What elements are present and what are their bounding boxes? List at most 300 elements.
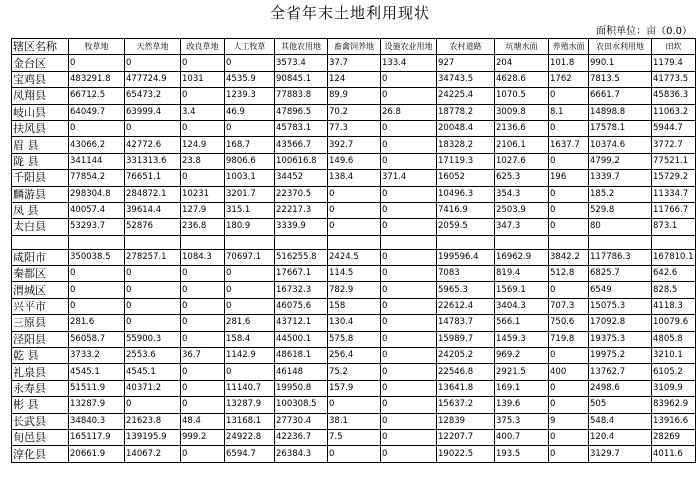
value-cell: 43712.1: [275, 315, 328, 331]
value-cell: 392.7: [328, 137, 381, 153]
value-cell: 819.4: [495, 266, 549, 282]
value-cell: 1637.7: [549, 137, 589, 153]
value-cell: 42236.7: [275, 429, 328, 445]
value-cell: 127.9: [181, 202, 225, 218]
value-cell: 13168.1: [225, 413, 275, 429]
value-cell: 46075.6: [275, 298, 328, 314]
value-cell: 0: [549, 202, 589, 218]
value-cell: 120.4: [589, 429, 652, 445]
value-cell: 1339.7: [589, 170, 652, 186]
value-cell: 0: [549, 397, 589, 413]
district-name-cell: 永寿县: [12, 380, 69, 396]
value-cell: 149.6: [328, 153, 381, 169]
table-row: [12, 153, 696, 169]
value-cell: 0: [125, 266, 181, 282]
value-cell: 6661.7: [589, 88, 652, 104]
district-name-cell: 凤翔县: [12, 88, 69, 104]
value-cell: 0: [549, 429, 589, 445]
value-cell: 21623.8: [125, 413, 181, 429]
value-cell: 139195.9: [125, 429, 181, 445]
value-cell: 0: [381, 71, 437, 87]
header-cell: 畜禽饲养地: [328, 39, 381, 55]
value-cell: 0: [328, 186, 381, 202]
value-cell: 89.9: [328, 88, 381, 104]
value-cell: 10231: [181, 186, 225, 202]
value-cell: 0: [181, 170, 225, 186]
value-cell: 8.1: [549, 104, 589, 120]
value-cell: 15989.7: [437, 331, 495, 347]
value-cell: 1027.6: [495, 153, 549, 169]
value-cell: 2106.1: [495, 137, 549, 153]
value-cell: 15729.2: [652, 170, 696, 186]
table-row: [12, 137, 696, 153]
land-use-table: [11, 38, 696, 463]
district-name-cell: 太白县: [12, 219, 69, 235]
district-name-cell: 宝鸡县: [12, 71, 69, 87]
value-cell: 2553.6: [125, 348, 181, 364]
value-cell: 38.1: [328, 413, 381, 429]
value-cell: 642.6: [652, 266, 696, 282]
value-cell: 3573.4: [275, 55, 328, 71]
value-cell: 48.4: [181, 413, 225, 429]
value-cell: 2424.5: [328, 249, 381, 265]
value-cell: 52876: [125, 219, 181, 235]
value-cell: 12839: [437, 413, 495, 429]
value-cell: 13641.8: [437, 380, 495, 396]
value-cell: 0: [181, 298, 225, 314]
value-cell: 63999.4: [125, 104, 181, 120]
value-cell: 371.4: [381, 170, 437, 186]
value-cell: 0: [381, 298, 437, 314]
header-cell: 牧草地: [69, 39, 125, 55]
value-cell: 483291.8: [69, 71, 125, 87]
table-row: [12, 348, 696, 364]
table-row: [12, 429, 696, 445]
district-name-cell: 泾阳县: [12, 331, 69, 347]
value-cell: 19375.3: [589, 331, 652, 347]
value-cell: 13287.9: [69, 397, 125, 413]
header-cell: 天然草地: [125, 39, 181, 55]
value-cell: 0: [181, 266, 225, 282]
value-cell: 15637.2: [437, 397, 495, 413]
value-cell: 157.9: [328, 380, 381, 396]
value-cell: 10496.3: [437, 186, 495, 202]
empty-cell: [69, 235, 125, 249]
value-cell: 10079.6: [652, 315, 696, 331]
value-cell: 0: [381, 153, 437, 169]
value-cell: 0: [381, 266, 437, 282]
table-body: [12, 55, 696, 462]
value-cell: 14783.7: [437, 315, 495, 331]
value-cell: 0: [381, 348, 437, 364]
value-cell: 477724.9: [125, 71, 181, 87]
empty-cell: [495, 235, 549, 249]
value-cell: 90845.1: [275, 71, 328, 87]
value-cell: 3842.2: [549, 249, 589, 265]
district-name-cell: 千阳县: [12, 170, 69, 186]
value-cell: 3404.3: [495, 298, 549, 314]
district-name-cell: 陇 县: [12, 153, 69, 169]
value-cell: 14067.2: [125, 446, 181, 462]
value-cell: 2503.9: [495, 202, 549, 218]
value-cell: 0: [181, 282, 225, 298]
value-cell: 1084.3: [181, 249, 225, 265]
value-cell: 124: [328, 71, 381, 87]
value-cell: 43066.2: [69, 137, 125, 153]
value-cell: 46.9: [225, 104, 275, 120]
value-cell: 2498.6: [589, 380, 652, 396]
value-cell: 34840.3: [69, 413, 125, 429]
value-cell: 11063.2: [652, 104, 696, 120]
empty-cell: [275, 235, 328, 249]
value-cell: 1003.1: [225, 170, 275, 186]
district-name-cell: 凤 县: [12, 202, 69, 218]
value-cell: 7083: [437, 266, 495, 282]
value-cell: 204: [495, 55, 549, 71]
value-cell: 14898.8: [589, 104, 652, 120]
value-cell: 4118.3: [652, 298, 696, 314]
value-cell: 284872.1: [125, 186, 181, 202]
page-title: 全省年末土地利用现状: [269, 4, 430, 22]
value-cell: 6825.7: [589, 266, 652, 282]
value-cell: 1142.9: [225, 348, 275, 364]
value-cell: 750.6: [549, 315, 589, 331]
value-cell: 0: [381, 446, 437, 462]
value-cell: 9806.6: [225, 153, 275, 169]
value-cell: 0: [381, 249, 437, 265]
value-cell: 7813.5: [589, 71, 652, 87]
value-cell: 1031: [181, 71, 225, 87]
value-cell: 51511.9: [69, 380, 125, 396]
value-cell: 64049.7: [69, 104, 125, 120]
value-cell: 0: [125, 282, 181, 298]
table-row: [12, 266, 696, 282]
value-cell: 5965.3: [437, 282, 495, 298]
value-cell: 45783.1: [275, 120, 328, 136]
value-cell: 1569.1: [495, 282, 549, 298]
value-cell: 22217.3: [275, 202, 328, 218]
value-cell: 3210.1: [652, 348, 696, 364]
value-cell: 27730.4: [275, 413, 328, 429]
value-cell: 990.1: [589, 55, 652, 71]
value-cell: 6549: [589, 282, 652, 298]
value-cell: 41773.5: [652, 71, 696, 87]
value-cell: 53293.7: [69, 219, 125, 235]
value-cell: 26.8: [381, 104, 437, 120]
value-cell: 278257.1: [125, 249, 181, 265]
value-cell: 16052: [437, 170, 495, 186]
header-cell: 设施农业用地: [381, 39, 437, 55]
table-row: [12, 88, 696, 104]
value-cell: 117786.3: [589, 249, 652, 265]
value-cell: 70.2: [328, 104, 381, 120]
value-cell: 927: [437, 55, 495, 71]
value-cell: 298304.8: [69, 186, 125, 202]
value-cell: 341144: [69, 153, 125, 169]
value-cell: 3.4: [181, 104, 225, 120]
value-cell: 55900.3: [125, 331, 181, 347]
header-row: [12, 39, 696, 55]
value-cell: 0: [381, 282, 437, 298]
value-cell: 375.3: [495, 413, 549, 429]
value-cell: 0: [69, 282, 125, 298]
value-cell: 0: [181, 55, 225, 71]
value-cell: 0: [181, 380, 225, 396]
value-cell: 0: [125, 315, 181, 331]
value-cell: 4799.2: [589, 153, 652, 169]
value-cell: 0: [181, 120, 225, 136]
value-cell: 0: [381, 364, 437, 380]
value-cell: 0: [549, 282, 589, 298]
value-cell: 315.1: [225, 202, 275, 218]
value-cell: 0: [181, 397, 225, 413]
value-cell: 28269: [652, 429, 696, 445]
value-cell: 24205.2: [437, 348, 495, 364]
value-cell: 36.7: [181, 348, 225, 364]
value-cell: 23.8: [181, 153, 225, 169]
value-cell: 2921.5: [495, 364, 549, 380]
value-cell: 158.4: [225, 331, 275, 347]
value-cell: 331313.6: [125, 153, 181, 169]
district-name-cell: 长武县: [12, 413, 69, 429]
value-cell: 100308.5: [275, 397, 328, 413]
header-cell: 养殖水面: [549, 39, 589, 55]
table-row: [12, 315, 696, 331]
district-name-cell: 岐山县: [12, 104, 69, 120]
value-cell: 0: [549, 88, 589, 104]
empty-cell: [125, 235, 181, 249]
value-cell: 707.3: [549, 298, 589, 314]
header-cell: 辖区名称: [12, 39, 69, 55]
value-cell: 3009.8: [495, 104, 549, 120]
value-cell: 185.2: [589, 186, 652, 202]
value-cell: 0: [225, 120, 275, 136]
value-cell: 193.5: [495, 446, 549, 462]
value-cell: 15075.3: [589, 298, 652, 314]
value-cell: 0: [181, 446, 225, 462]
value-cell: 828.5: [652, 282, 696, 298]
value-cell: 0: [328, 219, 381, 235]
value-cell: 167810.1: [652, 249, 696, 265]
header-cell: 田坎: [652, 39, 696, 55]
value-cell: 0: [549, 186, 589, 202]
value-cell: 2059.5: [437, 219, 495, 235]
value-cell: 165117.9: [69, 429, 125, 445]
value-cell: 199596.4: [437, 249, 495, 265]
district-name-cell: 三原县: [12, 315, 69, 331]
table-row: [12, 413, 696, 429]
empty-cell: [12, 235, 69, 249]
value-cell: 3201.7: [225, 186, 275, 202]
district-name-cell: 彬 县: [12, 397, 69, 413]
value-cell: 2136.6: [495, 120, 549, 136]
value-cell: 56058.7: [69, 331, 125, 347]
district-name-cell: 乾 县: [12, 348, 69, 364]
value-cell: 0: [381, 315, 437, 331]
district-name-cell: 淳化县: [12, 446, 69, 462]
value-cell: 3109.9: [652, 380, 696, 396]
table-row: [12, 120, 696, 136]
table-row: [12, 364, 696, 380]
value-cell: 516255.8: [275, 249, 328, 265]
value-cell: 77883.8: [275, 88, 328, 104]
value-cell: 42772.6: [125, 137, 181, 153]
value-cell: 4011.6: [652, 446, 696, 462]
value-cell: 0: [381, 397, 437, 413]
value-cell: 20048.4: [437, 120, 495, 136]
value-cell: 0: [225, 266, 275, 282]
district-name-cell: 麟游县: [12, 186, 69, 202]
value-cell: 0: [225, 364, 275, 380]
value-cell: 0: [125, 397, 181, 413]
value-cell: 281.6: [69, 315, 125, 331]
value-cell: 4535.9: [225, 71, 275, 87]
value-cell: 350038.5: [69, 249, 125, 265]
district-name-cell: 礼泉县: [12, 364, 69, 380]
value-cell: 19022.5: [437, 446, 495, 462]
value-cell: 3339.9: [275, 219, 328, 235]
value-cell: 7.5: [328, 429, 381, 445]
value-cell: 47896.5: [275, 104, 328, 120]
value-cell: 0: [328, 202, 381, 218]
district-name-cell: 旬邑县: [12, 429, 69, 445]
value-cell: 281.6: [225, 315, 275, 331]
value-cell: 0: [69, 298, 125, 314]
value-cell: 0: [381, 88, 437, 104]
value-cell: 24225.4: [437, 88, 495, 104]
district-name-cell: 渭城区: [12, 282, 69, 298]
value-cell: 0: [381, 219, 437, 235]
empty-cell: [328, 235, 381, 249]
value-cell: 566.1: [495, 315, 549, 331]
value-cell: 40371.2: [125, 380, 181, 396]
value-cell: 0: [381, 429, 437, 445]
value-cell: 1762: [549, 71, 589, 87]
empty-cell: [225, 235, 275, 249]
value-cell: 13287.9: [225, 397, 275, 413]
value-cell: 83962.9: [652, 397, 696, 413]
table-row: [12, 380, 696, 396]
value-cell: 158: [328, 298, 381, 314]
value-cell: 16732.3: [275, 282, 328, 298]
value-cell: 0: [328, 397, 381, 413]
value-cell: 0: [225, 55, 275, 71]
table-row: [12, 397, 696, 413]
value-cell: 77521.1: [652, 153, 696, 169]
value-cell: 48618.1: [275, 348, 328, 364]
value-cell: 11334.7: [652, 186, 696, 202]
value-cell: 80: [589, 219, 652, 235]
value-cell: 719.8: [549, 331, 589, 347]
value-cell: 969.2: [495, 348, 549, 364]
value-cell: 16962.9: [495, 249, 549, 265]
value-cell: 5944.7: [652, 120, 696, 136]
value-cell: 17092.8: [589, 315, 652, 331]
value-cell: 782.9: [328, 282, 381, 298]
value-cell: 40057.4: [69, 202, 125, 218]
table-row: [12, 186, 696, 202]
value-cell: 18778.2: [437, 104, 495, 120]
spacer-row: [12, 235, 696, 249]
value-cell: 0: [225, 298, 275, 314]
value-cell: 512.8: [549, 266, 589, 282]
value-cell: 4805.8: [652, 331, 696, 347]
value-cell: 139.6: [495, 397, 549, 413]
value-cell: 101.8: [549, 55, 589, 71]
header-cell: 农村道路: [437, 39, 495, 55]
value-cell: 76651.1: [125, 170, 181, 186]
table-row: [12, 331, 696, 347]
value-cell: 1239.3: [225, 88, 275, 104]
empty-cell: [381, 235, 437, 249]
value-cell: 0: [381, 137, 437, 153]
value-cell: 1179.4: [652, 55, 696, 71]
value-cell: 873.1: [652, 219, 696, 235]
value-cell: 138.4: [328, 170, 381, 186]
empty-cell: [437, 235, 495, 249]
value-cell: 9: [549, 413, 589, 429]
value-cell: 114.5: [328, 266, 381, 282]
value-cell: 124.9: [181, 137, 225, 153]
value-cell: 4628.6: [495, 71, 549, 87]
value-cell: 66712.5: [69, 88, 125, 104]
value-cell: 0: [125, 55, 181, 71]
value-cell: 13762.7: [589, 364, 652, 380]
value-cell: 0: [69, 266, 125, 282]
value-cell: 19950.8: [275, 380, 328, 396]
district-name-cell: 扶风县: [12, 120, 69, 136]
value-cell: 75.2: [328, 364, 381, 380]
value-cell: 0: [549, 120, 589, 136]
value-cell: 37.7: [328, 55, 381, 71]
value-cell: 17578.1: [589, 120, 652, 136]
value-cell: 354.3: [495, 186, 549, 202]
value-cell: 26384.3: [275, 446, 328, 462]
value-cell: 17119.3: [437, 153, 495, 169]
value-cell: 529.8: [589, 202, 652, 218]
value-cell: 0: [549, 348, 589, 364]
value-cell: 0: [381, 186, 437, 202]
header-cell: 坑塘水面: [495, 39, 549, 55]
value-cell: 70697.1: [225, 249, 275, 265]
value-cell: 0: [381, 202, 437, 218]
table-row: [12, 170, 696, 186]
value-cell: 169.1: [495, 380, 549, 396]
value-cell: 256.4: [328, 348, 381, 364]
value-cell: 34743.5: [437, 71, 495, 87]
value-cell: 505: [589, 397, 652, 413]
district-name-cell: 秦都区: [12, 266, 69, 282]
value-cell: 34452: [275, 170, 328, 186]
value-cell: 0: [181, 364, 225, 380]
value-cell: 168.7: [225, 137, 275, 153]
table-row: [12, 71, 696, 87]
value-cell: 22612.4: [437, 298, 495, 314]
value-cell: 236.8: [181, 219, 225, 235]
value-cell: 625.3: [495, 170, 549, 186]
value-cell: 133.4: [381, 55, 437, 71]
value-cell: 18328.2: [437, 137, 495, 153]
empty-cell: [589, 235, 652, 249]
value-cell: 65473.2: [125, 88, 181, 104]
value-cell: 4545.1: [69, 364, 125, 380]
value-cell: 0: [225, 282, 275, 298]
value-cell: 100616.8: [275, 153, 328, 169]
value-cell: 11140.7: [225, 380, 275, 396]
table-row: [12, 202, 696, 218]
value-cell: 13916.6: [652, 413, 696, 429]
district-name-cell: 咸阳市: [12, 249, 69, 265]
